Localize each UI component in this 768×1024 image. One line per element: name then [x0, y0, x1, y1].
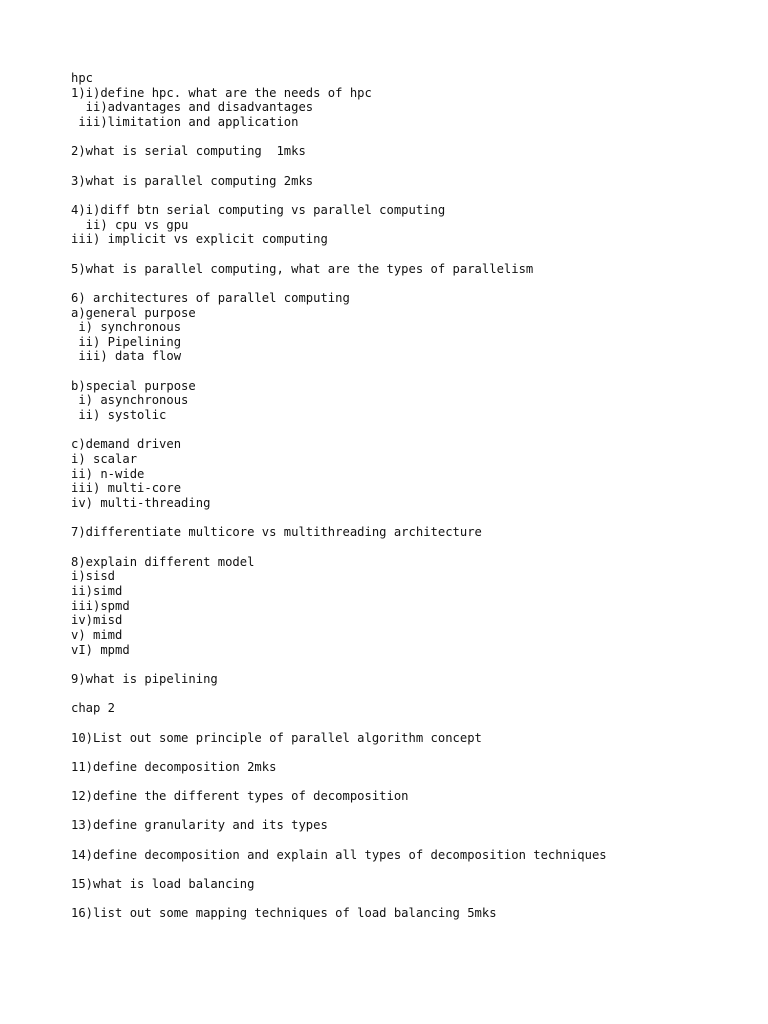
- blank-line: [71, 657, 751, 672]
- document-page: [71, 71, 751, 921]
- blank-line: [71, 276, 751, 291]
- text-line: 13)define granularity and its types: [71, 818, 328, 833]
- blank-line: [71, 130, 751, 145]
- text-line: ii) cpu vs gpu: [71, 217, 189, 232]
- blank-line: [71, 804, 751, 819]
- text-line: i) scalar: [71, 452, 138, 467]
- text-line: b)special purpose: [71, 378, 196, 393]
- blank-line: [71, 833, 751, 848]
- blank-line: [71, 775, 751, 790]
- blank-line: [71, 687, 751, 702]
- text-line: ii)advantages and disadvantages: [71, 100, 314, 115]
- blank-line: [71, 159, 751, 174]
- text-line: 10)List out some principle of parallel algorithm concept: [71, 730, 482, 745]
- text-line: 16)list out some mapping techniques of load balancing 5mks: [71, 906, 497, 921]
- text-line: ii) Pipelining: [71, 334, 182, 349]
- text-line: iii) multi-core: [71, 481, 182, 496]
- blank-line: [71, 540, 751, 555]
- text-line: vI) mpmd: [71, 642, 130, 657]
- blank-line: [71, 716, 751, 731]
- text-line: 9)what is pipelining: [71, 671, 218, 686]
- blank-line: [71, 188, 751, 203]
- text-line: iv)misd: [71, 613, 123, 628]
- blank-line: [71, 247, 751, 262]
- text-line: ii) n-wide: [71, 466, 145, 481]
- blank-line: [71, 745, 751, 760]
- text-line: i) asynchronous: [71, 393, 189, 408]
- text-line: ii) systolic: [71, 408, 167, 423]
- text-line: c)demand driven: [71, 437, 182, 452]
- text-line: i)sisd: [71, 569, 116, 584]
- text-line: 7)differentiate multicore vs multithreading architecture: [71, 525, 482, 540]
- text-line: 12)define the different types of decomposition: [71, 789, 409, 804]
- text-line: iii) data flow: [71, 349, 182, 364]
- text-line: iv) multi-threading: [71, 496, 211, 511]
- text-line: 14)define decomposition and explain all types of decomposition techniques: [71, 847, 607, 862]
- text-line: 5)what is parallel computing, what are the types of parallelism: [71, 261, 534, 276]
- text-line: hpc: [71, 71, 94, 85]
- text-line: iii)spmd: [71, 598, 130, 613]
- text-line: 8)explain different model: [71, 554, 255, 569]
- text-line: 2)what is serial computing 1mks: [71, 144, 306, 159]
- text-line: a)general purpose: [71, 305, 196, 320]
- blank-line: [71, 892, 751, 907]
- text-line: iii) implicit vs explicit computing: [71, 232, 328, 247]
- text-line: 6) architectures of parallel computing: [71, 290, 350, 305]
- blank-line: [71, 511, 751, 526]
- text-line: 15)what is load balancing: [71, 877, 255, 892]
- text-line: ii)simd: [71, 583, 123, 598]
- text-line: 11)define decomposition 2mks: [71, 759, 277, 774]
- blank-line: [71, 423, 751, 438]
- text-line: iii)limitation and application: [71, 114, 299, 129]
- text-line: 4)i)diff btn serial computing vs parallel computing: [71, 202, 446, 217]
- text-line: 3)what is parallel computing 2mks: [71, 173, 314, 188]
- text-line: i) synchronous: [71, 320, 182, 335]
- blank-line: [71, 862, 751, 877]
- blank-line: [71, 364, 751, 379]
- text-line: v) mimd: [71, 627, 123, 642]
- chapter-heading: chap 2: [71, 701, 116, 716]
- text-line: 1)i)define hpc. what are the needs of hpc: [71, 85, 372, 100]
